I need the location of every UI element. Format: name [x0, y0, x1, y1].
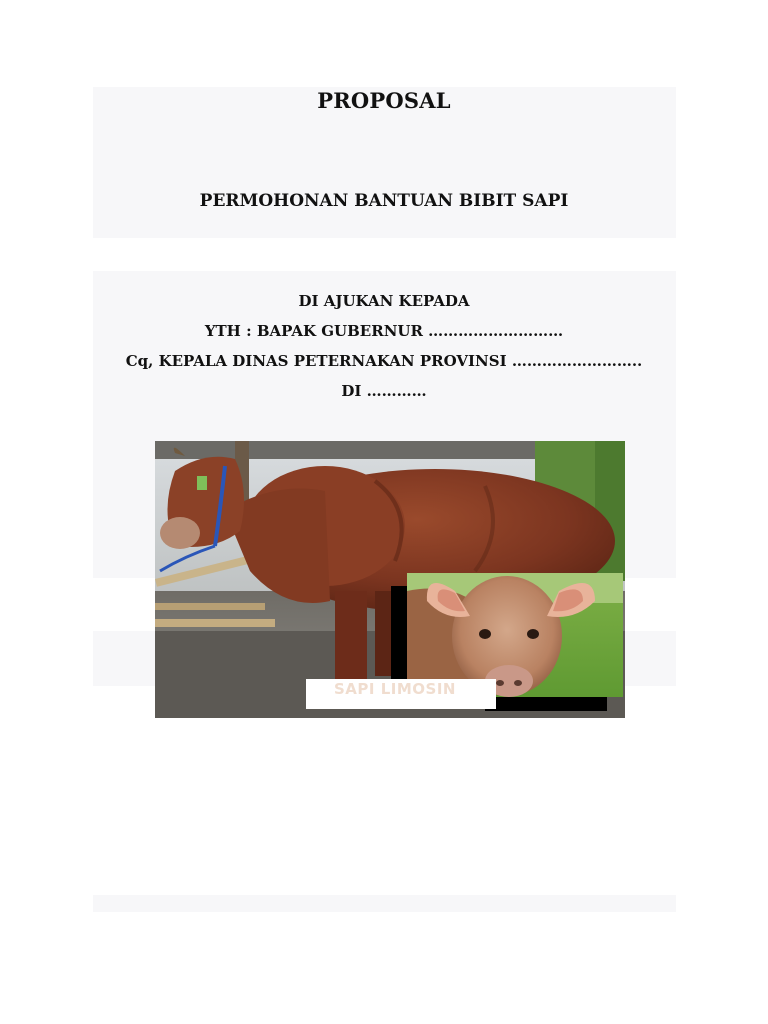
address-line-1: DI AJUKAN KEPADA — [298, 292, 470, 310]
footer-band — [93, 895, 676, 912]
address-line-4: DI ………… — [341, 382, 427, 400]
page-title: PROPOSAL — [317, 88, 451, 113]
address-line-2: YTH : BAPAK GUBERNUR ……………………… — [204, 322, 564, 340]
cattle-photo — [155, 441, 625, 718]
address-line-3: Cq, KEPALA DINAS PETERNAKAN PROVINSI …………………….. — [125, 352, 643, 370]
photo-caption: SAPI LIMOSIN — [334, 680, 456, 698]
page-subtitle: PERMOHONAN BANTUAN BIBIT SAPI — [199, 191, 569, 211]
